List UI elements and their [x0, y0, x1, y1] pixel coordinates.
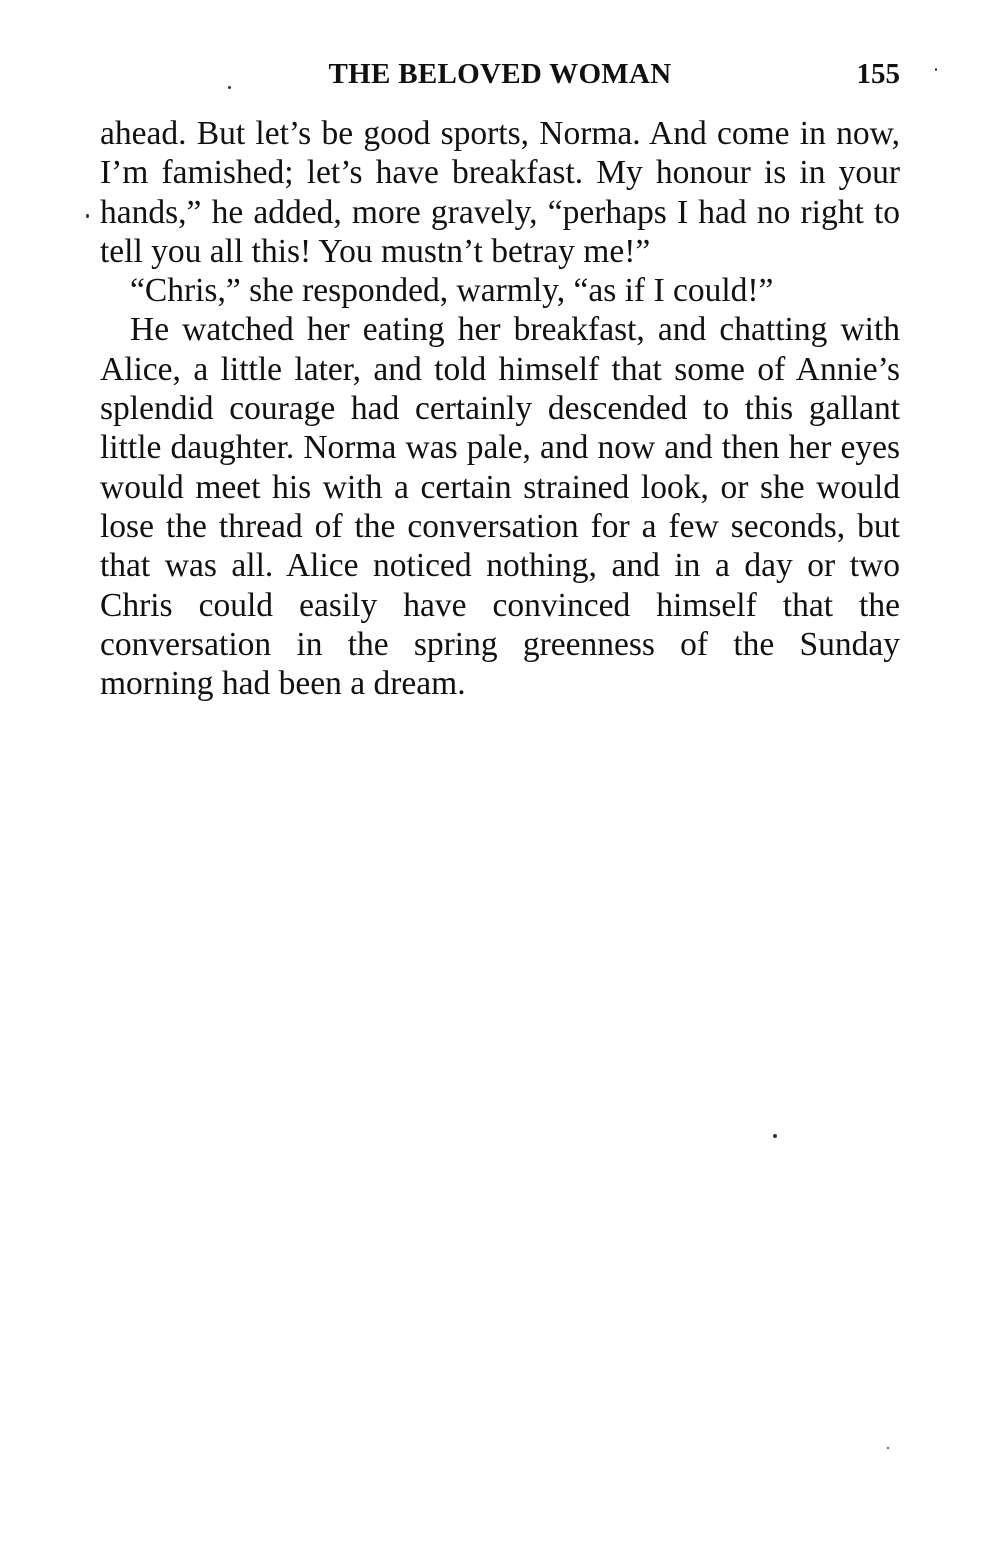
print-speck — [228, 86, 231, 89]
print-speck — [773, 1134, 777, 1138]
paragraph-continuation: ahead. But let’s be good sports, Norma. And come in now, I’m famished; let’s have breakfast. My honour is in your hands,” he added, more gravely, “perhaps I had no right to tell you all this! You mustn’t betray me!” — [100, 115, 900, 270]
print-speck — [86, 214, 89, 218]
paragraph-dialogue: “Chris,” she responded, warmly, “as if I could!” — [130, 272, 774, 310]
running-title: THE BELOVED WOMAN — [328, 58, 672, 90]
print-speck — [887, 1447, 889, 1449]
page-number: 155 — [856, 58, 900, 90]
body-text — [100, 114, 900, 703]
running-head — [100, 58, 900, 98]
paragraph-narration: He watched her eating her breakfast, and chatting with Alice, a little later, and told himself that some of Annie’s splendid courage had certainly descended to this gallant little daughter. Norma was pale, and now and then her eyes would meet his with a certain strained look, or she would lose the thread of the conversation for a few seconds, but that was all. Alice noticed nothing, and in a day or two Chris could easily have convinced himself that the conversation in the spring greenness of the Sunday morning had been a dream. — [100, 311, 900, 703]
print-speck — [935, 68, 937, 71]
